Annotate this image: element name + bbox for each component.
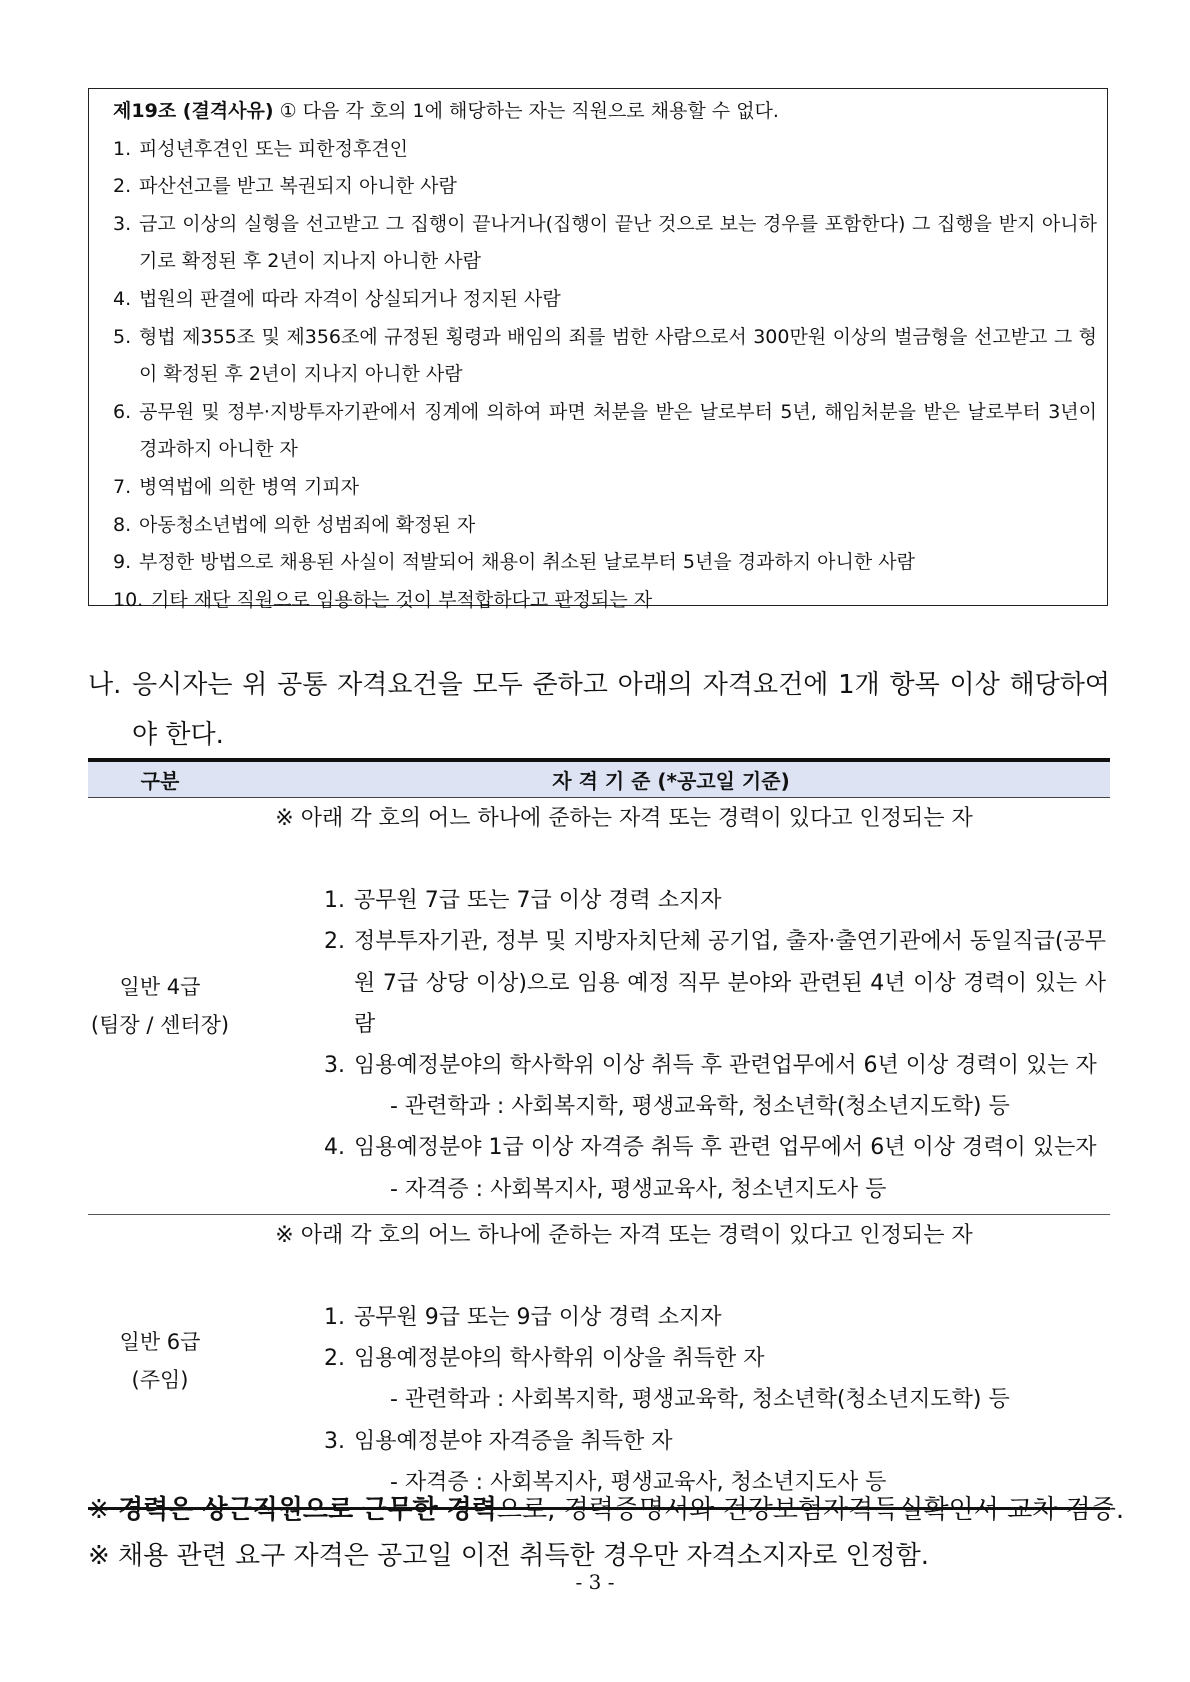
section-na-label: 나.: [88, 670, 122, 700]
criteria-note: ※ 아래 각 호의 어느 하나에 준하는 자격 또는 경력이 있다고 인정되는 자: [275, 1222, 973, 1248]
list-item: [99, 131, 1097, 169]
criteria-item: [232, 1045, 1106, 1086]
item-number: 3.: [324, 1428, 345, 1454]
item-text: 기타 재단 직원으로 임용하는 것이 부적합하다고 판정되는 자: [151, 588, 653, 611]
list-item: [99, 206, 1097, 281]
item-number: 6.: [113, 400, 132, 423]
item-text: 파산선고를 받고 복권되지 아니한 사람: [139, 175, 457, 198]
item-text: 금고 이상의 실형을 선고받고 그 집행이 끝나거나(집행이 끝난 것으로 보는 경우를 포함한다) 그 집행을 받지 아니하기로 확정된 후 2년이 지나지 아니한 사람: [139, 212, 1097, 273]
item-text: 정부투자기관, 정부 및 지방자치단체 공기업, 출자·출연기관에서 동일직급(공무원 7급 상당 이상)으로 임용 예정 직무 분야와 관련된 4년 이상 경력이 있는 사람: [354, 929, 1106, 1037]
item-number: 10.: [113, 588, 144, 611]
item-text: 임용예정분야의 학사학위 이상 취득 후 관련업무에서 6년 이상 경력이 있는 자: [354, 1053, 1097, 1079]
criteria-cell: [232, 798, 1110, 1214]
criteria-note: ※ 아래 각 호의 어느 하나에 준하는 자격 또는 경력이 있다고 인정되는 자: [275, 806, 973, 831]
criteria-item: [232, 921, 1106, 1045]
criteria-item: [232, 1127, 1106, 1168]
item-number: 3.: [113, 212, 132, 235]
item-text: 형법 제355조 및 제356조에 규정된 횡령과 배임의 죄를 범한 사람으로서 300만원 이상의 벌금형을 선고받고 그 형이 확정된 후 2년이 지나지 아니한 사람: [139, 325, 1097, 386]
list-item: [99, 582, 1097, 620]
item-number: 1.: [324, 1305, 345, 1331]
item-text: 공무원 7급 또는 7급 이상 경력 소지자: [354, 888, 722, 914]
item-number: 9.: [113, 551, 132, 574]
article-title: 제19조 (결격사유): [113, 100, 274, 122]
list-item: [99, 281, 1097, 319]
item-number: 3.: [324, 1053, 345, 1079]
criteria-item: [232, 1421, 1106, 1462]
criteria-subitem: - 자격증 : 사회복지사, 평생교육사, 청소년지도사 등: [390, 1469, 887, 1495]
item-number: 1.: [324, 888, 345, 914]
list-item: [99, 168, 1097, 206]
item-text: 아동청소년법에 의한 성범죄에 확정된 자: [139, 513, 476, 536]
item-text: 피성년후견인 또는 피한정후견인: [139, 137, 409, 160]
item-text: 법원의 판결에 따라 자격이 상실되거나 정지된 사람: [139, 287, 561, 310]
item-number: 2.: [113, 175, 132, 198]
item-text: 임용예정분야 1급 이상 자격증 취득 후 관련 업무에서 6년 이상 경력이 있는자: [354, 1135, 1097, 1161]
qualification-table: [88, 758, 1110, 1510]
section-na-paragraph: [88, 660, 1110, 760]
list-item: [99, 469, 1097, 507]
item-text: 부정한 방법으로 채용된 사실이 적발되어 채용이 취소된 날로부터 5년을 경과하지 아니한 사람: [139, 551, 915, 574]
item-number: 5.: [113, 325, 132, 348]
criteria-subitem: - 관련학과 : 사회복지학, 평생교육학, 청소년학(청소년지도학) 등: [390, 1094, 1010, 1120]
item-text: 공무원 및 정부·지방투자기관에서 징계에 의하여 파면 처분을 받은 날로부터 5년, 해임처분을 받은 날로부터 3년이 경과하지 아니한 자: [139, 400, 1097, 461]
page-number: - 3 -: [575, 1570, 615, 1594]
grade-role: (팀장 / 센터장): [90, 1012, 230, 1037]
article-19-box: [88, 88, 1108, 611]
item-number: 8.: [113, 513, 132, 536]
item-number: 4.: [113, 287, 132, 310]
grade-role: (주임): [131, 1367, 189, 1392]
item-text: 임용예정분야 자격증을 취득한 자: [354, 1428, 673, 1454]
note-rest-text: 으로, 경력증명서와 건강보험자격득실확인서 교차 검증.: [496, 1495, 1125, 1525]
grade-cell: [88, 1215, 232, 1507]
table-header: [88, 762, 1110, 798]
criteria-item: [232, 1297, 1106, 1338]
list-item: [99, 319, 1097, 394]
item-number: 7.: [113, 475, 132, 498]
grade-label: 일반 4급: [119, 974, 201, 999]
article-heading: [99, 93, 1097, 131]
criteria-item: [232, 880, 1106, 921]
item-number: 2.: [324, 1346, 345, 1372]
item-text: 공무원 9급 또는 9급 이상 경력 소지자: [354, 1305, 722, 1331]
grade-label: 일반 6급: [119, 1329, 201, 1354]
item-number: 1.: [113, 137, 132, 160]
section-na-text: 응시자는 위 공통 자격요건을 모두 준하고 아래의 자격요건에 1개 항목 이상 해당하여야 한다.: [132, 670, 1110, 750]
item-text: 임용예정분야의 학사학위 이상을 취득한 자: [354, 1346, 765, 1372]
criteria-subitem: - 자격증 : 사회복지사, 평생교육사, 청소년지도사 등: [390, 1176, 887, 1202]
disqualification-list: [99, 131, 1097, 620]
criteria-subitem: - 관련학과 : 사회복지학, 평생교육학, 청소년학(청소년지도학) 등: [390, 1387, 1010, 1413]
note-bold-text: 경력은 상근직원으로 근무한 경력: [118, 1495, 497, 1525]
list-item: [99, 394, 1097, 469]
item-number: 4.: [324, 1135, 345, 1161]
item-number: 2.: [324, 929, 345, 955]
list-item: [99, 507, 1097, 545]
qualification-date-note: ※ 채용 관련 요구 자격은 공고일 이전 취득한 경우만 자격소지자로 인정함.: [88, 1541, 930, 1571]
criteria-cell: [232, 1215, 1110, 1507]
criteria-item: [232, 1338, 1106, 1379]
note-mark: ※: [88, 1495, 110, 1525]
item-text: 병역법에 의한 병역 기피자: [139, 475, 360, 498]
header-criteria: 자 격 기 준 (*공고일 기준): [552, 769, 790, 793]
career-note: [88, 1488, 1125, 1532]
list-item: [99, 544, 1097, 582]
header-grade: 구분: [140, 769, 180, 793]
table-row: [88, 798, 1110, 1214]
table-row: [88, 1214, 1110, 1507]
article-intro: ① 다음 각 호의 1에 해당하는 자는 직원으로 채용할 수 없다.: [279, 100, 779, 122]
grade-cell: [88, 798, 232, 1214]
